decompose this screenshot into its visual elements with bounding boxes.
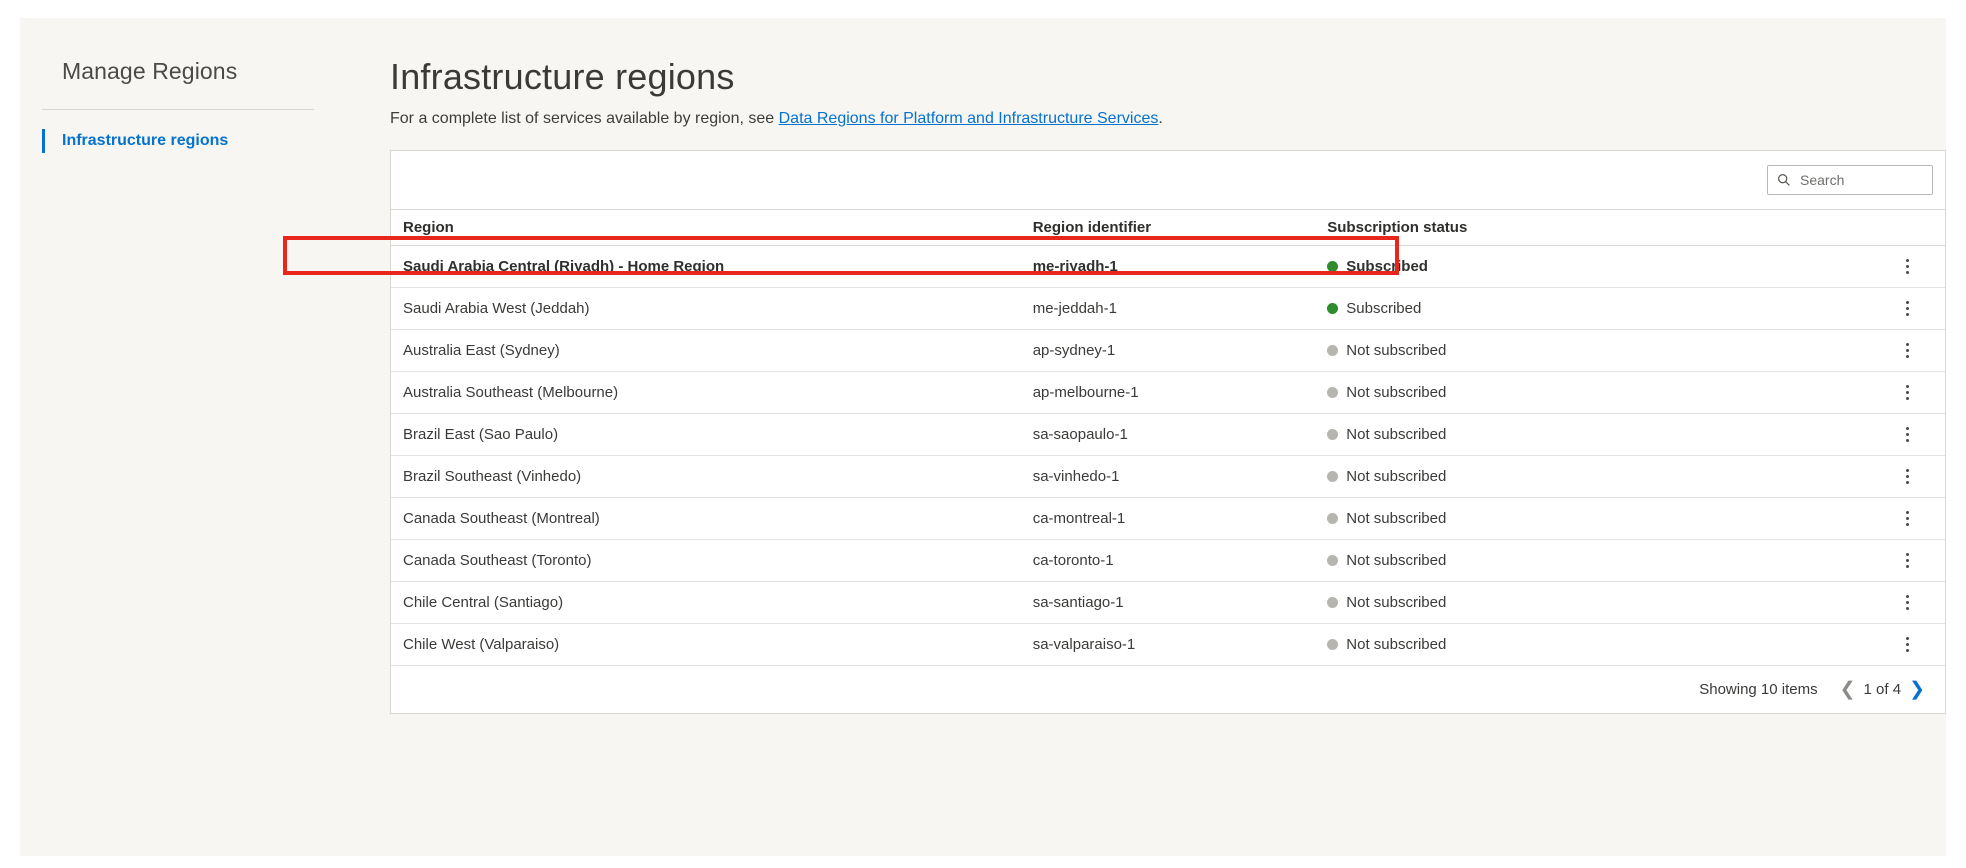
panel-footer [391,666,1945,713]
cell-subscription-status [1315,456,1884,498]
page-indicator: 1 of 4 [1863,681,1902,698]
regions-table-body [391,246,1945,666]
search-box[interactable] [1767,165,1933,195]
status-label: Not subscribed [1346,426,1447,443]
table-row[interactable] [391,330,1945,372]
table-row[interactable] [391,456,1945,498]
row-actions-menu-icon[interactable] [1896,637,1918,652]
status-label: Not subscribed [1346,552,1447,569]
subtitle-suffix: . [1158,110,1163,127]
row-actions-menu-icon[interactable] [1896,343,1918,358]
cell-region: Saudi Arabia West (Jeddah) [391,288,1021,330]
table-row[interactable] [391,288,1945,330]
table-row[interactable] [391,582,1945,624]
page-title: Infrastructure regions [390,56,735,97]
cell-region-identifier: sa-saopaulo-1 [1021,414,1316,456]
table-header-row [391,210,1945,246]
panel-toolbar [391,151,1945,209]
status-dot-icon [1327,513,1338,524]
cell-subscription-status [1315,540,1884,582]
status-dot-icon [1327,429,1338,440]
row-actions-menu-icon[interactable] [1896,259,1918,274]
cell-actions [1884,414,1945,456]
status-label: Not subscribed [1346,468,1447,485]
cell-actions [1884,330,1945,372]
cell-actions [1884,498,1945,540]
sidebar [20,18,365,856]
cell-region-identifier: ca-toronto-1 [1021,540,1316,582]
status-dot-icon [1327,639,1338,650]
cell-region-identifier: ca-montreal-1 [1021,498,1316,540]
cell-region-identifier: sa-valparaiso-1 [1021,624,1316,666]
cell-subscription-status [1315,414,1884,456]
status-dot-icon [1327,555,1338,566]
chevron-right-icon[interactable]: ❯ [1909,679,1925,700]
table-row[interactable] [391,540,1945,582]
table-row[interactable] [391,246,1945,288]
status-label: Not subscribed [1346,636,1447,653]
status-dot-icon [1327,387,1338,398]
cell-actions [1884,540,1945,582]
row-actions-menu-icon[interactable] [1896,595,1918,610]
cell-region-identifier: ap-sydney-1 [1021,330,1316,372]
cell-subscription-status [1315,372,1884,414]
sidebar-item-label: Infrastructure regions [62,132,229,149]
row-actions-menu-icon[interactable] [1896,427,1918,442]
regions-table [391,209,1945,666]
table-row[interactable] [391,372,1945,414]
sidebar-active-indicator [42,129,45,153]
cell-region-identifier: sa-vinhedo-1 [1021,456,1316,498]
cell-region-identifier: me-jeddah-1 [1021,288,1316,330]
status-dot-icon [1327,345,1338,356]
status-label: Not subscribed [1346,342,1447,359]
cell-subscription-status [1315,246,1884,288]
subtitle-text: For a complete list of services available by region, see [390,110,779,127]
status-dot-icon [1327,303,1338,314]
column-header-actions [1884,210,1945,246]
regions-panel [390,150,1946,714]
row-actions-menu-icon[interactable] [1896,301,1918,316]
column-header-region[interactable]: Region [391,210,1021,246]
sidebar-divider [42,109,314,110]
cell-region-identifier: sa-santiago-1 [1021,582,1316,624]
status-label: Subscribed [1346,258,1428,275]
cell-region: Chile West (Valparaiso) [391,624,1021,666]
table-row[interactable] [391,498,1945,540]
column-header-region-identifier[interactable]: Region identifier [1021,210,1316,246]
sidebar-title: Manage Regions [62,58,238,84]
cell-region: Chile Central (Santiago) [391,582,1021,624]
cell-subscription-status [1315,498,1884,540]
cell-region: Australia Southeast (Melbourne) [391,372,1021,414]
cell-region: Canada Southeast (Montreal) [391,498,1021,540]
row-actions-menu-icon[interactable] [1896,553,1918,568]
cell-subscription-status [1315,330,1884,372]
cell-actions [1884,372,1945,414]
cell-actions [1884,288,1945,330]
status-dot-icon [1327,597,1338,608]
cell-subscription-status [1315,582,1884,624]
status-dot-icon [1327,261,1338,272]
status-label: Not subscribed [1346,510,1447,527]
cell-region: Brazil Southeast (Vinhedo) [391,456,1021,498]
search-icon [1777,173,1791,187]
data-regions-link[interactable]: Data Regions for Platform and Infrastructure Services [778,110,1159,127]
cell-region-identifier: me-riyadh-1 [1021,246,1316,288]
table-row[interactable] [391,414,1945,456]
cell-actions [1884,582,1945,624]
cell-subscription-status [1315,624,1884,666]
row-actions-menu-icon[interactable] [1896,469,1918,484]
cell-subscription-status [1315,288,1884,330]
table-row[interactable] [391,624,1945,666]
row-actions-menu-icon[interactable] [1896,385,1918,400]
cell-region-identifier: ap-melbourne-1 [1021,372,1316,414]
status-label: Not subscribed [1346,384,1447,401]
row-actions-menu-icon[interactable] [1896,511,1918,526]
cell-region: Australia East (Sydney) [391,330,1021,372]
cell-region: Saudi Arabia Central (Riyadh) - Home Region [391,246,1021,288]
status-label: Not subscribed [1346,594,1447,611]
page-subtitle [390,110,1946,128]
sidebar-item-infrastructure-regions[interactable] [42,128,365,154]
status-label: Subscribed [1346,300,1422,317]
cell-region: Brazil East (Sao Paulo) [391,414,1021,456]
column-header-subscription-status[interactable]: Subscription status [1315,210,1884,246]
cell-actions [1884,456,1945,498]
search-input[interactable] [1798,171,1922,189]
main-content [365,18,1966,856]
cell-region: Canada Southeast (Toronto) [391,540,1021,582]
status-dot-icon [1327,471,1338,482]
cell-actions [1884,624,1945,666]
cell-actions [1884,246,1945,288]
item-count-label: Showing 10 items [1699,681,1818,698]
chevron-left-icon[interactable]: ❮ [1839,679,1856,700]
